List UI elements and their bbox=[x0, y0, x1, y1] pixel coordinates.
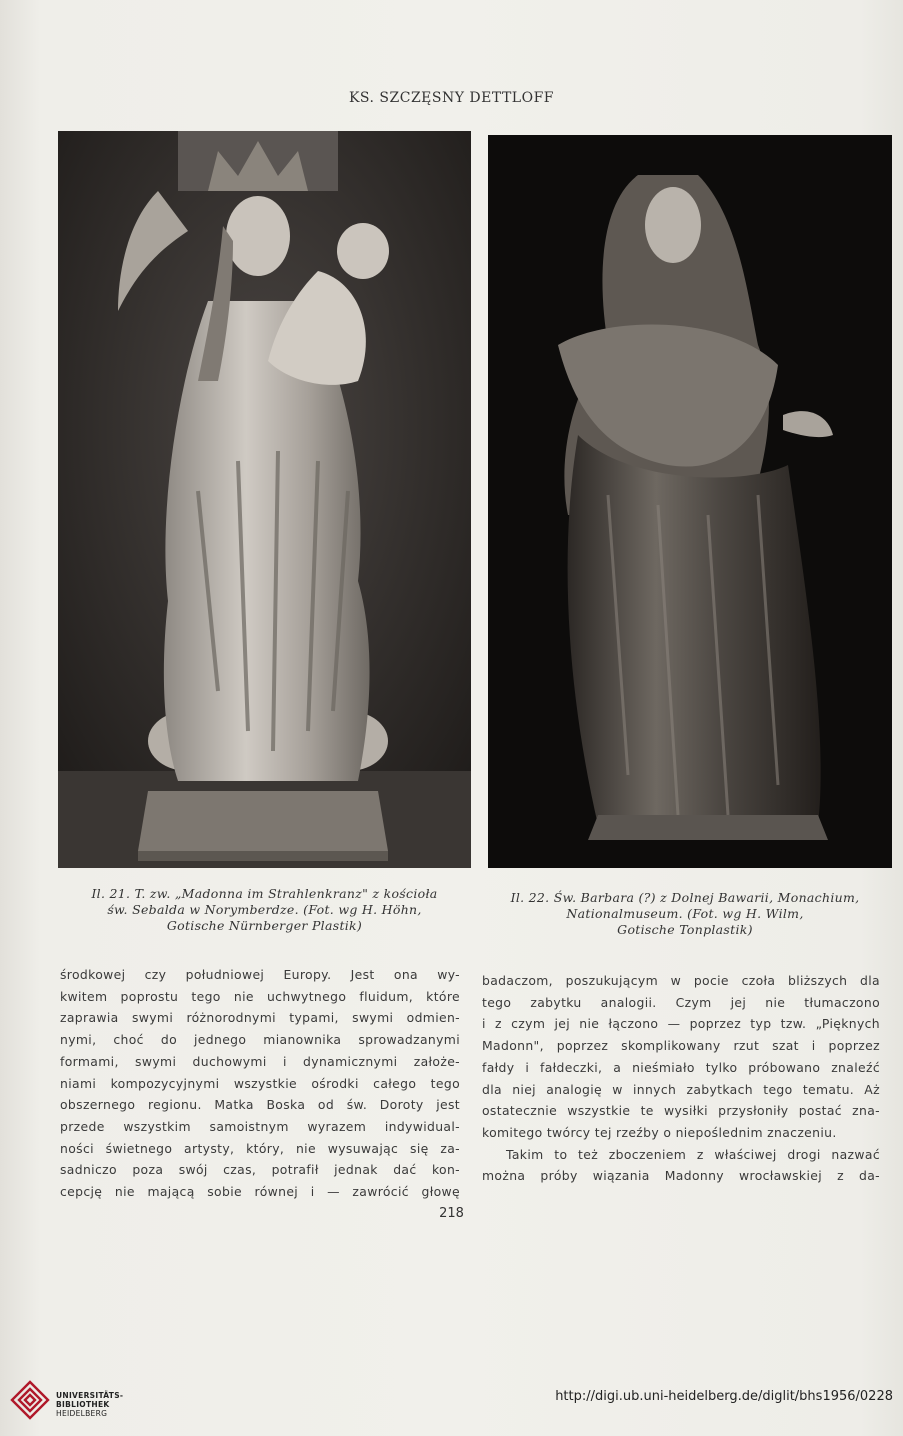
page-number: 218 bbox=[439, 1206, 464, 1221]
caption-line: Il. 21. T. zw. „Madonna im Strahlenkranz" z kościoła bbox=[91, 886, 438, 901]
figure-21-caption bbox=[58, 886, 471, 934]
text-line: obszernego regionu. Matka Boska od św. Doroty jest bbox=[60, 1097, 460, 1113]
figure-21-photo bbox=[58, 131, 471, 868]
logo-line: UNIVERSITÄTS- bbox=[56, 1391, 124, 1400]
madonna-sculpture-image bbox=[58, 131, 471, 868]
text-line: ostatecznie wszystkie te wysiłki przysłoniły postać zna- bbox=[482, 1103, 880, 1119]
library-logo-text bbox=[56, 1391, 123, 1418]
text-line: ności świetnego artysty, który, nie wysuwając się za- bbox=[60, 1140, 460, 1156]
library-logo-icon bbox=[10, 1380, 50, 1420]
text-line: Madonn", poprzez skomplikowany rzut szat i poprzez bbox=[482, 1038, 880, 1054]
text-line: Takim to też zboczeniem z właściwej drogi nazwać bbox=[506, 1146, 880, 1162]
caption-line: Nationalmuseum. (Fot. wg H. Wilm, bbox=[566, 906, 804, 921]
text-line: sadniczo poza swój czas, potrafił jednak dać kon- bbox=[60, 1162, 460, 1178]
text-line: można próby wiązania Madonny wrocławskiej z da- bbox=[482, 1168, 880, 1184]
text-line: niami kompozycyjnymi wszystkie ośrodki całego tego bbox=[60, 1075, 460, 1091]
text-line: dla niej analogię w innych zabytkach tego tematu. Aż bbox=[482, 1081, 880, 1097]
text-line: komitego twórcy tej rzeźby o niepoślednim znaczeniu. bbox=[482, 1124, 837, 1140]
body-text-right-column bbox=[482, 970, 880, 1187]
text-line: przede wszystkim samoistnym wyrazem indywidual- bbox=[60, 1118, 460, 1134]
text-line: środkowej czy południowej Europy. Jest ona wy- bbox=[60, 967, 460, 982]
text-line: badaczom, poszukującym w pocie czoła bliższych dla bbox=[482, 973, 880, 988]
permalink-url[interactable]: http://digi.ub.uni-heidelberg.de/diglit/bhs1956/0228 bbox=[555, 1389, 893, 1404]
caption-line: Gotische Nürnberger Plastik) bbox=[166, 918, 363, 933]
figure-22-photo bbox=[488, 135, 892, 868]
running-head: KS. SZCZĘSNY DETTLOFF bbox=[348, 90, 555, 106]
text-line: cepcję nie mającą sobie równej i — zawrócić głowę bbox=[60, 1184, 460, 1200]
text-line: nymi, choć do jednego mianownika sprowadzanymi bbox=[60, 1032, 460, 1048]
figure-22-caption bbox=[475, 890, 895, 938]
library-logo[interactable] bbox=[10, 1380, 130, 1426]
text-line: formami, swymi duchowymi i dynamicznymi założe- bbox=[60, 1053, 460, 1069]
text-line: tego zabytku analogii. Czym jej nie tłumaczono bbox=[482, 994, 880, 1010]
text-line: zaprawia swymi różnorodnymi typami, swymi odmien- bbox=[60, 1010, 460, 1026]
caption-line: Gotische Tonplastik) bbox=[617, 922, 753, 937]
text-line: kwitem poprostu tego nie uchwytnego fluidum, które bbox=[60, 988, 460, 1004]
digitization-footer bbox=[0, 1376, 903, 1436]
caption-line: Il. 22. Św. Barbara (?) z Dolnej Bawarii, Monachium, bbox=[510, 890, 860, 905]
text-line: fałdy i fałdeczki, a nieśmiało tylko próbowano znaleźć bbox=[482, 1059, 880, 1075]
caption-line: św. Sebalda w Norymberdze. (Fot. wg H. Höhn, bbox=[107, 902, 422, 917]
logo-line: BIBLIOTHEK bbox=[56, 1400, 110, 1409]
body-text-left-column bbox=[60, 964, 460, 1203]
barbara-sculpture-image bbox=[488, 135, 892, 868]
logo-line: HEIDELBERG bbox=[56, 1409, 108, 1418]
text-line: i z czym jej nie łączono — poprzez typ tzw. „Pięknych bbox=[482, 1016, 880, 1032]
